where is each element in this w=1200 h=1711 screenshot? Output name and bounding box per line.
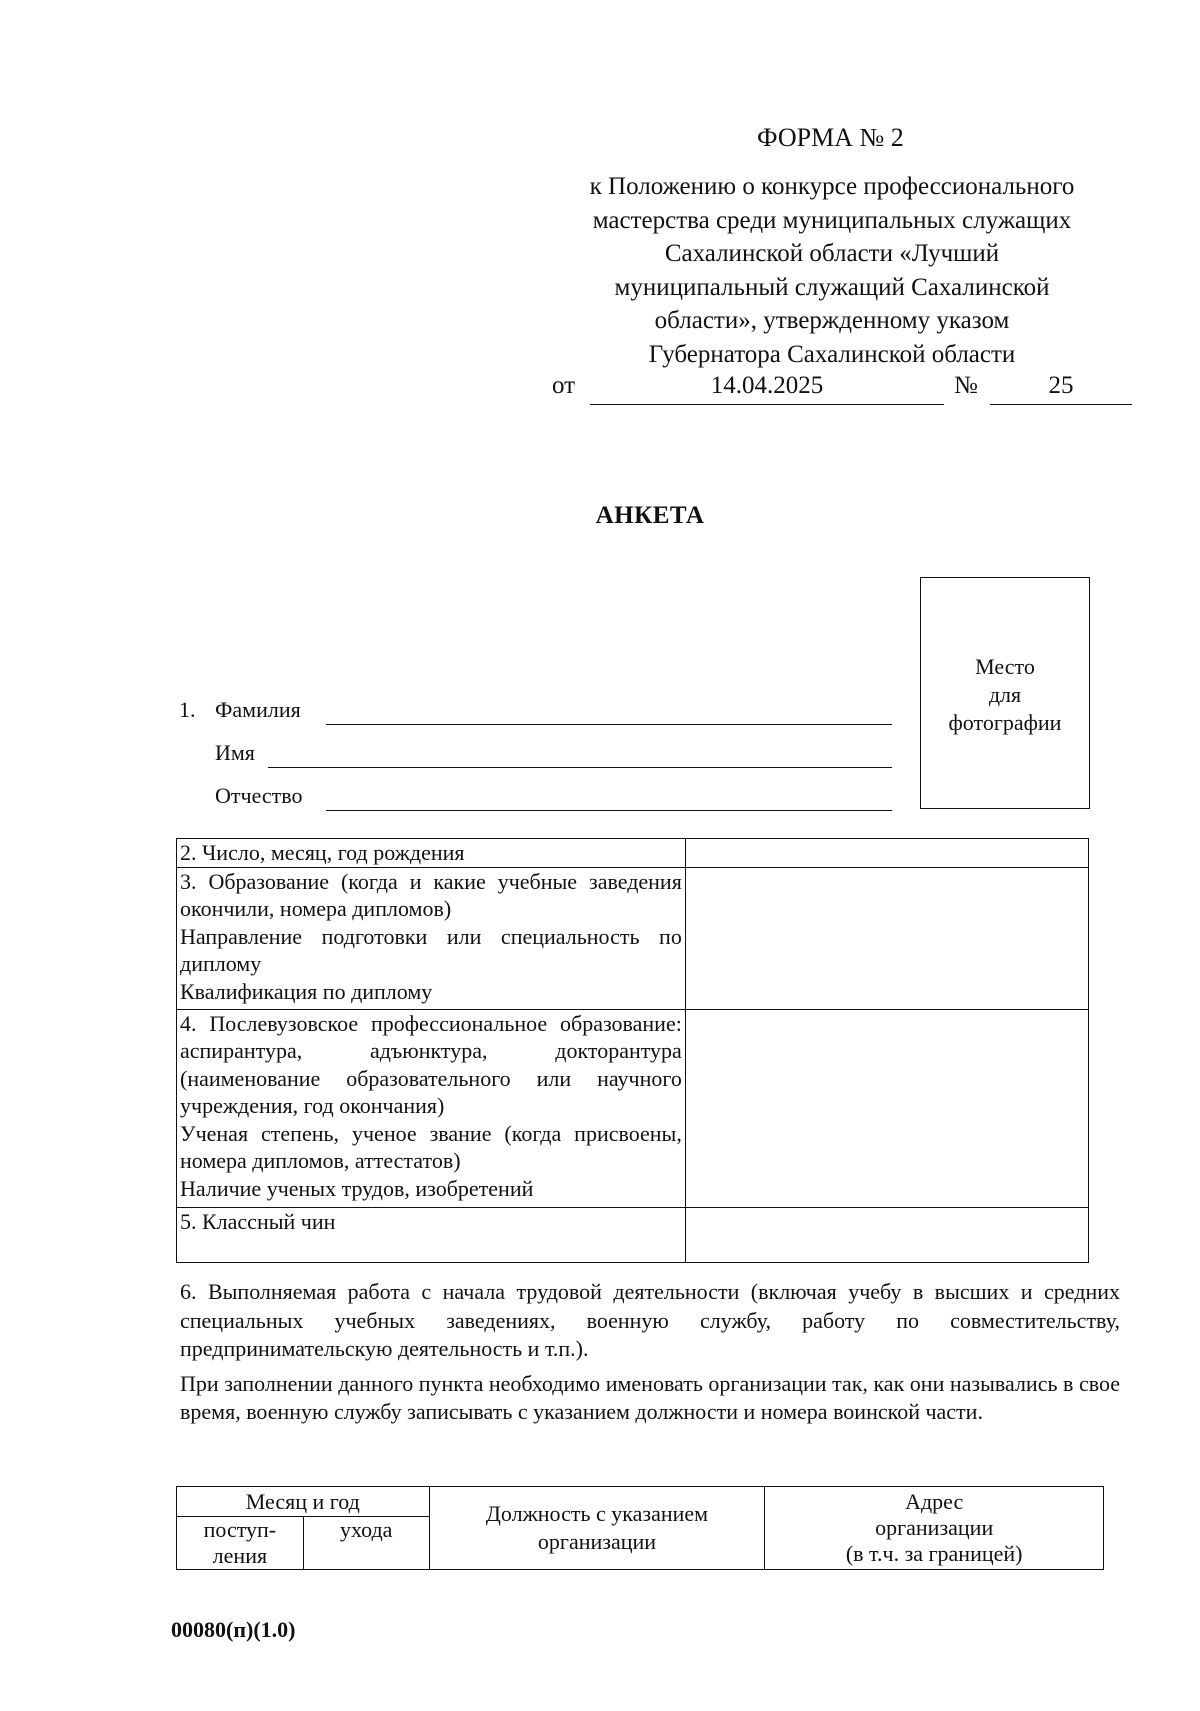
appendix-line: области», утвержденному указом <box>654 307 1010 334</box>
answer-postgraduate[interactable] <box>685 1009 1088 1207</box>
question-text: 3. Образование (когда и какие учебные заведения окончили, номера дипломов) <box>180 868 682 921</box>
decree-date-row <box>552 372 1132 406</box>
work-history-table <box>176 1486 1104 1570</box>
question-postgraduate <box>177 1009 686 1207</box>
section-6-paragraph: 6. Выполняемая работа с начала трудовой деятельности (включая учебу в высших и средних специальных учебных заведениях, военную службу, работу по совместительству, предпринимательскую деятельность и т.п.). <box>180 1279 1120 1361</box>
appendix-line: мастерства среди муниципальных служащих <box>592 206 1072 234</box>
answer-birth-date[interactable] <box>685 839 1088 868</box>
table-row <box>177 1207 1089 1262</box>
form-number: ФОРМА № 2 <box>757 123 904 152</box>
section-6-text <box>180 1278 1120 1433</box>
photo-label-line: фотографии <box>948 710 1062 735</box>
appendix-line: Губернатора Сахалинской области <box>648 340 1016 368</box>
header-end: ухода <box>303 1517 429 1570</box>
page-title: АНКЕТА <box>595 502 705 529</box>
header-position-text: Должность с указанием организации <box>485 1501 709 1554</box>
answer-class-rank[interactable] <box>685 1207 1088 1262</box>
decree-number: 25 <box>990 372 1132 405</box>
header-start <box>177 1517 304 1570</box>
table-header-row <box>177 1487 1104 1517</box>
question-class-rank <box>177 1207 686 1262</box>
decree-date: 14.04.2025 <box>590 372 944 405</box>
header-position <box>429 1487 765 1570</box>
surname-field[interactable] <box>326 723 892 725</box>
item-number-1: 1. <box>179 697 196 722</box>
appendix-line: Сахалинской области «Лучший <box>664 240 1000 267</box>
photo-placeholder <box>920 577 1090 809</box>
answer-education[interactable] <box>685 867 1088 1009</box>
table-row <box>177 1009 1089 1207</box>
first-name-field[interactable] <box>268 766 892 768</box>
question-text: Квалификация по диплому <box>180 978 433 1004</box>
header-address-line: Адрес <box>905 1489 964 1514</box>
number-label: № <box>954 372 978 399</box>
table-row <box>177 867 1089 1009</box>
question-text: 5. Классный чин <box>180 1208 336 1234</box>
header-address-line: организации <box>875 1515 994 1540</box>
header-month-year: Месяц и год <box>177 1487 430 1517</box>
question-birth-date <box>177 839 686 868</box>
appendix-reference <box>552 170 1112 371</box>
question-text: 2. Число, месяц, год рождения <box>180 840 465 865</box>
header-start-line: ления <box>212 1543 268 1568</box>
surname-label: Фамилия <box>215 697 301 722</box>
date-label: от <box>552 372 576 399</box>
photo-label-line: для <box>988 682 1022 707</box>
header-address-line: (в т.ч. за границей) <box>845 1541 1023 1566</box>
question-text: Наличие ученых трудов, изобретений <box>180 1175 534 1201</box>
question-text: 4. Послевузовское профессиональное образование: аспирантура, адъюнктура, докторантура (наименование образовательного или научного учреждения, год окончания) <box>180 1010 682 1118</box>
header-start-line: поступ- <box>203 1517 277 1542</box>
patronymic-label: Отчество <box>215 783 303 808</box>
photo-label-line: Место <box>975 654 1035 679</box>
patronymic-field[interactable] <box>326 809 892 811</box>
question-text: Направление подготовки или специальность по диплому <box>180 923 682 976</box>
appendix-line: муниципальный служащий Сахалинской <box>614 273 1050 301</box>
table-row <box>177 839 1089 868</box>
section-6-instructions: При заполнении данного пункта необходимо именовать организации так, как они назывались в свое время, военную службу записывать с указанием должности и номера воинской части. <box>180 1370 1120 1424</box>
question-education <box>177 867 686 1009</box>
first-name-label: Имя <box>215 740 255 765</box>
questionnaire-table <box>176 838 1089 1263</box>
appendix-line: к Положению о конкурсе профессионального <box>589 173 1075 200</box>
header-address <box>765 1487 1104 1570</box>
document-code: 00080(п)(1.0) <box>171 1617 296 1642</box>
question-text: Ученая степень, ученое звание (когда присвоены, номера дипломов, аттестатов) <box>180 1120 682 1173</box>
